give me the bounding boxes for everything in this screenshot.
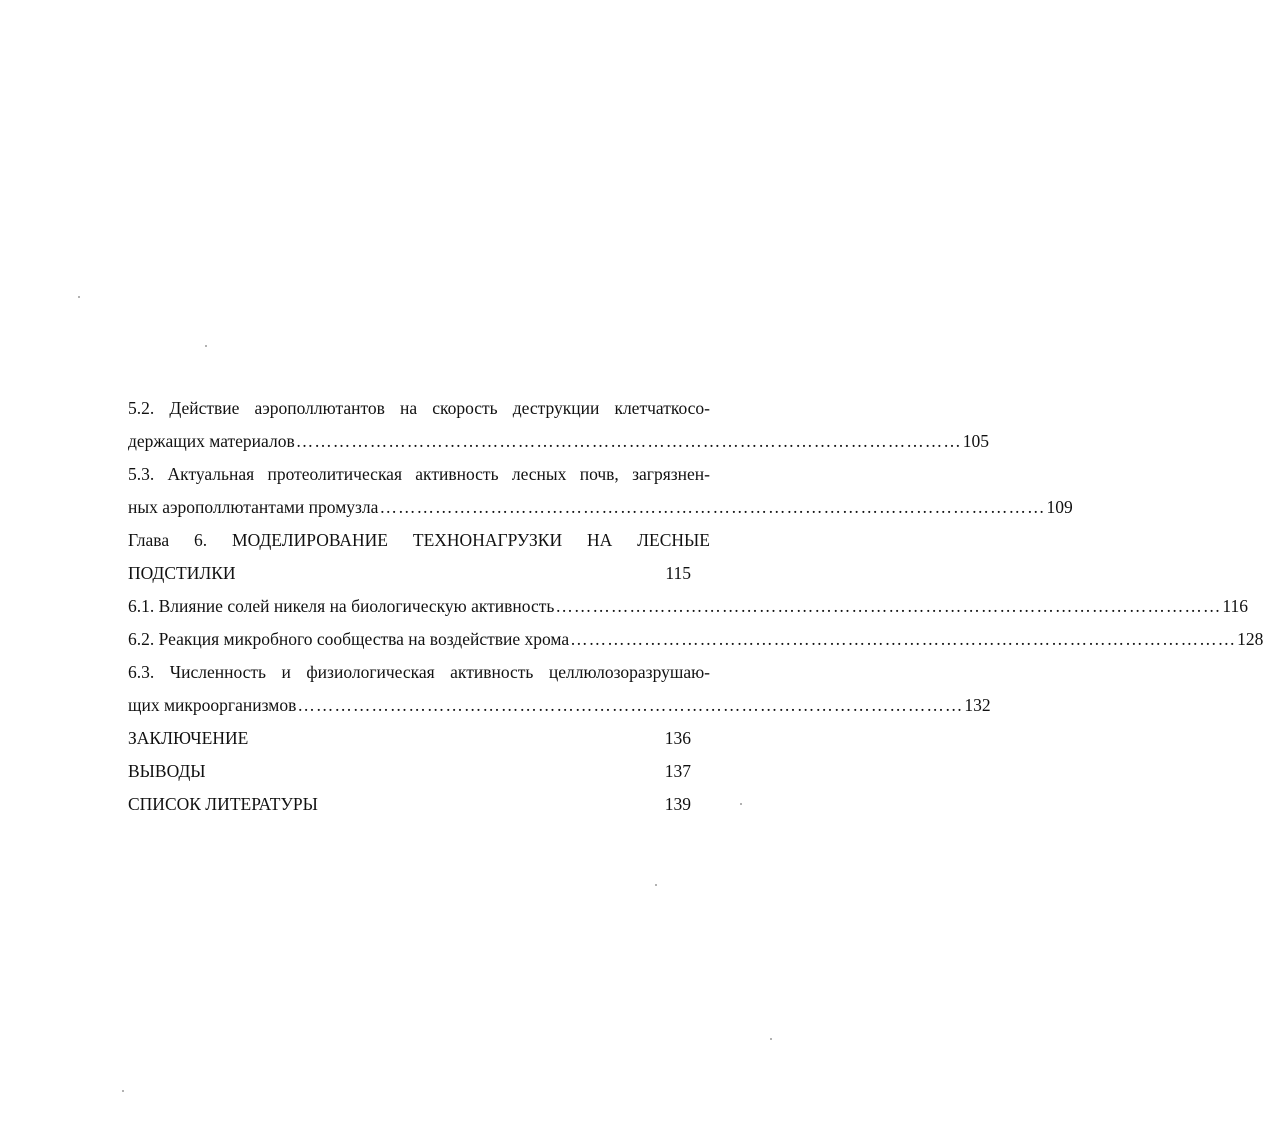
toc-page-number: 128 [1237,629,1263,649]
toc-page-number: 105 [962,431,989,451]
toc-references [128,788,710,821]
dot-leader: ……………………………………………………………………………………………… [555,596,1222,616]
toc-page-number: 116 [1222,596,1248,616]
toc-findings [128,755,710,788]
toc-page-number: 137 [664,761,691,781]
toc-entry-6-3-line1: 6.3. Численность и физиологическая активность целлюлозоразрушаю- [128,662,710,682]
toc-entry-text: ЗАКЛЮЧЕНИЕ [128,728,249,748]
toc-page-number: 109 [1046,497,1073,517]
scan-speckle [770,1038,772,1040]
toc-entry-text: СПИСОК ЛИТЕРАТУРЫ [128,794,318,814]
toc-page-number: 136 [664,728,691,748]
toc-page-number: 139 [664,794,691,814]
toc-entry-5-3-line1: 5.3. Актуальная протеолитическая активность лесных почв, загрязнен- [128,464,710,484]
toc-entry-5-2-line1: 5.2. Действие аэрополлютантов на скорость деструкции клетчаткосо- [128,398,710,418]
scan-speckle [205,345,207,347]
toc-entry-6-3-line2 [128,689,991,722]
toc-entry-text: ных аэрополлютантами промузла [128,497,379,517]
scan-speckle [655,884,657,886]
toc-entry-5-3-line2 [128,491,1073,524]
toc-entry-text: 6.1. Влияние солей никеля на биологическую активность [128,596,555,616]
scan-speckle [122,1090,124,1092]
toc-conclusion [128,722,710,755]
toc-chapter-6-line2 [128,557,710,590]
scan-speckle [740,803,742,805]
toc-entry-text: ПОДСТИЛКИ [128,563,236,583]
dot-leader: ……………………………………………………………………………………………… [297,695,964,715]
dot-leader: ……………………………………………………………………………………………… [379,497,1046,517]
toc-entry-5-2-line2 [128,425,989,458]
dot-leader: ……………………………………………………………………………………………… [570,629,1237,649]
toc-entry-text: ВЫВОДЫ [128,761,206,781]
toc-entry-text: щих микроорганизмов [128,695,297,715]
scan-speckle [78,296,80,298]
toc-page-number: 115 [665,563,691,583]
table-of-contents [128,392,1263,821]
toc-entry-6-1 [128,590,1248,623]
dot-leader: ……………………………………………………………………………………………… [295,431,962,451]
toc-page-number: 132 [964,695,991,715]
toc-entry-6-2 [128,623,1263,656]
toc-entry-text: держащих материалов [128,431,295,451]
toc-entry-text: 6.2. Реакция микробного сообщества на воздействие хрома [128,629,570,649]
toc-chapter-6-line1: Глава 6. МОДЕЛИРОВАНИЕ ТЕХНОНАГРУЗКИ НА ЛЕСНЫЕ [128,530,710,550]
